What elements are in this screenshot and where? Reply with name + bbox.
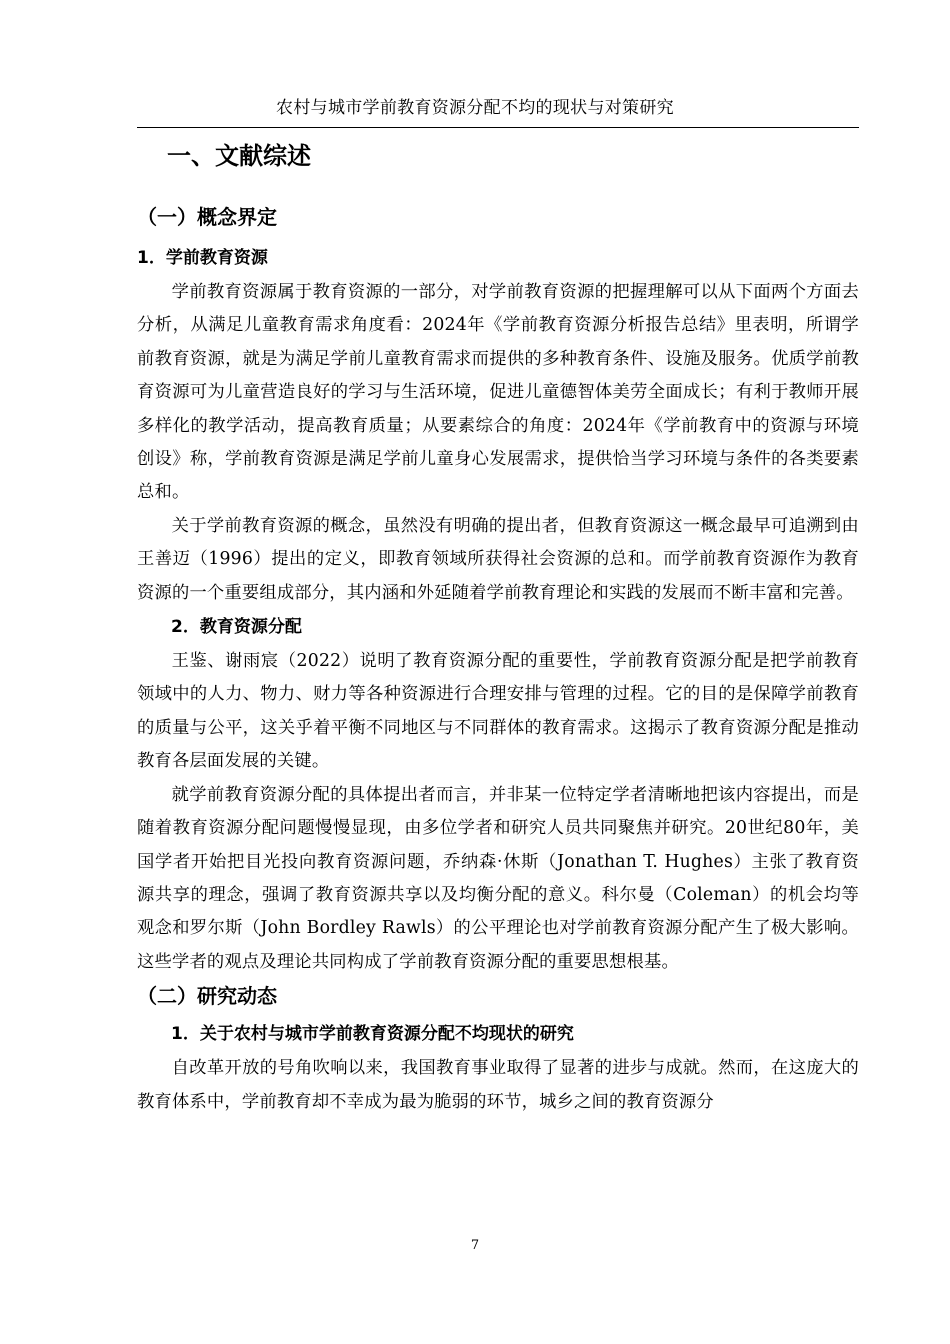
paragraph: 关于学前教育资源的概念，虽然没有明确的提出者，但教育资源这一概念最早可追溯到由王善迈（1996）提出的定义，即教育领域所获得社会资源的总和。而学前教育资源作为教育资源的一个重要组成部分，其内涵和外延随着学前教育理论和实践的发展而不断丰富和完善。 <box>137 515 859 603</box>
paragraph: 就学前教育资源分配的具体提出者而言，并非某一位特定学者清晰地把该内容提出，而是随着教育资源分配问题慢慢显现，由多位学者和研究人员共同聚焦并研究。20世纪80年，美国学者开始把目光投向教育资源问题，乔纳森·休斯（Jonathan T. Hughes）主张了教育资源共享的理念，强调了教育资源共享以及均衡分配的意义。科尔曼（Coleman）的机会均等观念和罗尔斯（John Bordley Rawls）的公平理论也对学前教育资源分配产生了极大影响。这些学者的观点及理论共同构成了学前教育资源分配的重要思想根基。 <box>137 784 859 972</box>
item-heading-resource-allocation: 2．教育资源分配 <box>171 617 302 638</box>
page-number: 7 <box>470 1238 480 1253</box>
running-header-title: 农村与城市学前教育资源分配不均的现状与对策研究 <box>276 98 674 118</box>
header-divider <box>137 127 859 128</box>
paragraph: 王鉴、谢雨宸（2022）说明了教育资源分配的重要性，学前教育资源分配是把学前教育领域中的人力、物力、财力等各种资源进行合理安排与管理的过程。它的目的是保障学前教育的质量与公平，这关乎着平衡不同地区与不同群体的教育需求。这揭示了教育资源分配是推动教育各层面发展的关键。 <box>137 651 859 772</box>
subsection-heading-research-status: （二）研究动态 <box>137 984 277 1009</box>
item-heading-urban-rural-imbalance: 1．关于农村与城市学前教育资源分配不均现状的研究 <box>171 1024 574 1045</box>
section-heading-literature-review: 一、文献综述 <box>167 142 311 170</box>
paragraph: 学前教育资源属于教育资源的一部分，对学前教育资源的把握理解可以从下面两个方面去分析，从满足儿童教育需求角度看：2024年《学前教育资源分析报告总结》里表明，所谓学前教育资源，就是为满足学前儿童教育需求而提供的多种教育条件、设施及服务。优质学前教育资源可为儿童营造良好的学习与生活环境，促进儿童德智体美劳全面成长；有利于教师开展多样化的教学活动，提高教育质量；从要素综合的角度：2024年《学前教育中的资源与环境创设》称，学前教育资源是满足学前儿童身心发展需求，提供恰当学习环境与条件的各类要素总和。 <box>137 282 859 503</box>
paragraph: 自改革开放的号角吹响以来，我国教育事业取得了显著的进步与成就。然而，在这庞大的教育体系中，学前教育却不幸成为最为脆弱的环节，城乡之间的教育资源分 <box>137 1058 859 1112</box>
item-heading-preschool-resources: 1．学前教育资源 <box>137 248 268 268</box>
subsection-heading-concept-definition: （一）概念界定 <box>137 205 277 229</box>
document-body <box>137 130 859 1119</box>
